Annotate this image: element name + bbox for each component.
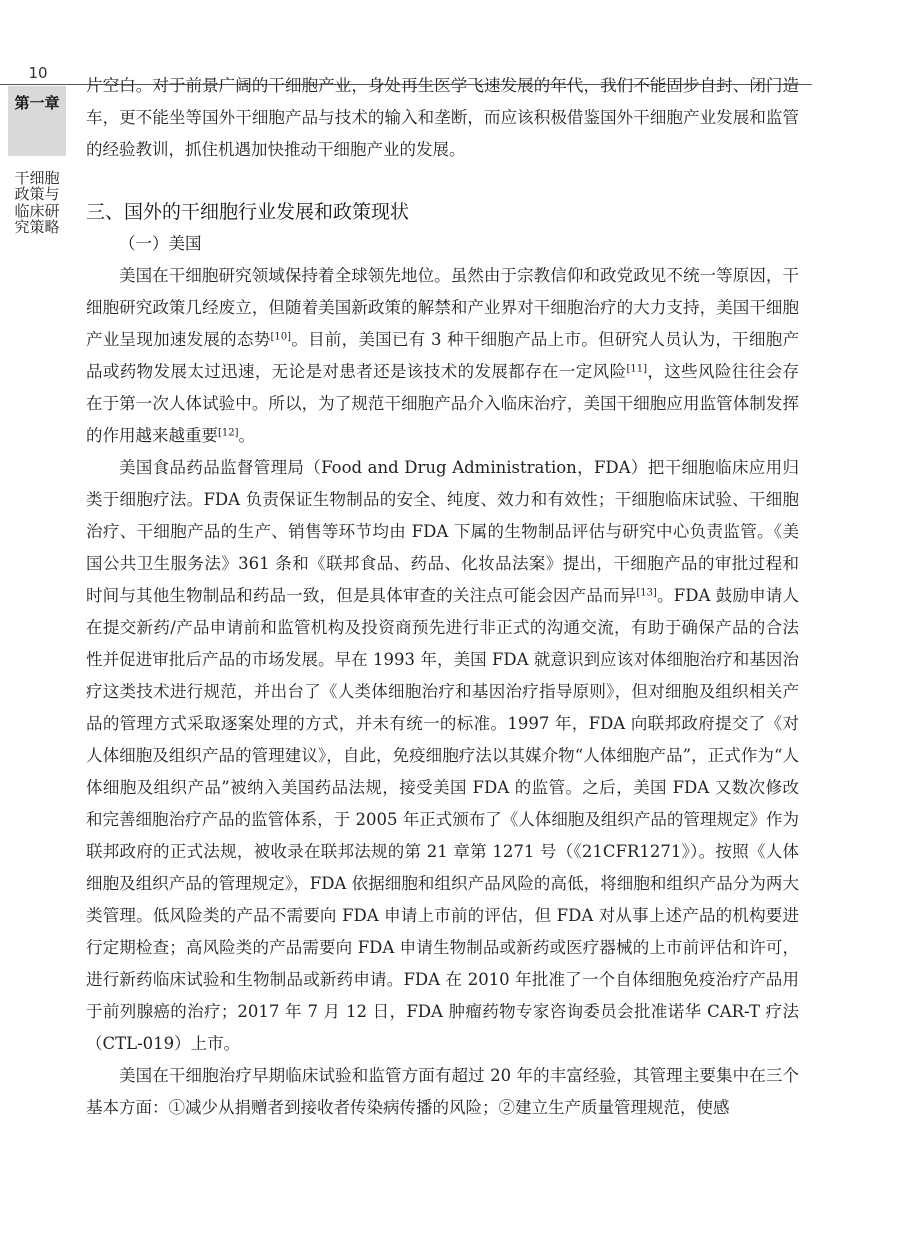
paragraph-1 [86, 260, 799, 452]
intro-paragraph: 片空白。对于前景广阔的干细胞产业，身处再生医学飞速发展的年代，我们不能固步自封、闭门造车，更不能坐等国外干细胞产品与技术的输入和垄断，而应该积极借鉴国外干细胞产业发展和监管的经验教训，抓住机遇加快推动干细胞产业的发展。 [86, 76, 799, 159]
paragraph-text: 美国在干细胞研究领域保持着全球领先地位。虽然由于宗教信仰和政党政见不统一等原因，干细胞研究政策几经废立，但随着美国新政策的解禁和产业界对干细胞治疗的大力支持，美国干细胞产业呈现加速发展的态势 [86, 266, 799, 349]
paragraph-text: 。目前，美国已有 3 种干细胞产品上市。但研究人员认为，干细胞产品或药物发展太过迅速，无论是对患者还是该技术的发展都存在一定风险 [86, 330, 799, 381]
chapter-number: 第一章 [14, 94, 60, 112]
chapter-title: 干细胞政策与临床研究策略 [14, 169, 60, 236]
citation-ref: [10] [270, 331, 292, 343]
page-body [86, 70, 799, 1124]
paragraph-text: 。 [238, 426, 256, 445]
paragraph-text: ，这些风险往往会存在于第一次人体试验中。所以，为了规范干细胞产品介入临床治疗，美国干细胞应用监管体制发挥的作用越来越重要 [86, 362, 800, 445]
paragraph-text: 。FDA 鼓励申请人在提交新药/产品申请前和监管机构及投资商预先进行非正式的沟通交流，有助于确保产品的合法性并促进审批后产品的市场发展。早在 1993 年，美国 FDA 就意识到应该对体细胞治疗和基因治疗这类技术进行规范，并出台了《人类体细胞治疗和基因治疗指导原则》，但对细胞及组织相关产品的管理方式采取逐案处理的方式，并未有统一的标准。1997 年，FDA 向联邦政府提交了《对人体细胞及组织产品的管理建议》，自此，免疫细胞疗法以其媒介物“人体细胞产品”，正式作为“人体细胞及组织产品”被纳入美国药品法规，接受美国 FDA 的监管。之后，美国 FDA 又数次修改和完善细胞治疗产品的监管体系，于 2005 年正式颁布了《人体细胞及组织产品的管理规定》作为联邦政府的正式法规，被收录在联邦法规的第 21 章第 1271 号（《21CFR1271》）。按照《人体细胞及组织产品的管理规定》，FDA 依据细胞和组织产品风险的高低，将细胞和组织产品分为两大类管理。低风险类的产品不需要向 FDA 申请上市前的评估，但 FDA 对从事上述产品的机构要进行定期检查；高风险类的产品需要向 FDA 申请生物制品或新药或医疗器械的上市前评估和许可，进行新药临床试验和生物制品或新药申请。FDA 在 2010 年批准了一个自体细胞免疫治疗产品用于前列腺癌的治疗；2017 年 7 月 12 日，FDA 肿瘤药物专家咨询委员会批准诺华 CAR-T 疗法（CTL-019）上市。 [86, 586, 800, 1053]
paragraph-2 [86, 452, 799, 1060]
citation-ref: [13] [636, 587, 657, 599]
paragraph-text: 美国食品药品监督管理局（Food and Drug Administration，FDA）把干细胞临床应用归类于细胞疗法。FDA 负责保证生物制品的安全、纯度、效力和有效性；干细胞临床试验、干细胞治疗、干细胞产品的生产、销售等环节均由 FDA 下属的生物制品评估与研究中心负责监管。《美国公共卫生服务法》361 条和《联邦食品、药品、化妆品法案》提出，干细胞产品的审批过程和时间与其他生物制品和药品一致，但是具体审查的关注点可能会因产品而异 [86, 458, 799, 605]
citation-ref: [11] [626, 363, 647, 375]
chapter-tab [8, 86, 66, 156]
page-number: 10 [28, 64, 48, 82]
section-heading: 三、国外的干细胞行业发展和政策现状 [86, 201, 410, 223]
subsection-heading: （一）美国 [119, 234, 202, 253]
citation-ref: [12] [218, 427, 239, 439]
paragraph-3: 美国在干细胞治疗早期临床试验和监管方面有超过 20 年的丰富经验，其管理主要集中在三个基本方面：①减少从捐赠者到接收者传染病传播的风险；②建立生产质量管理规范，使感 [86, 1066, 799, 1117]
